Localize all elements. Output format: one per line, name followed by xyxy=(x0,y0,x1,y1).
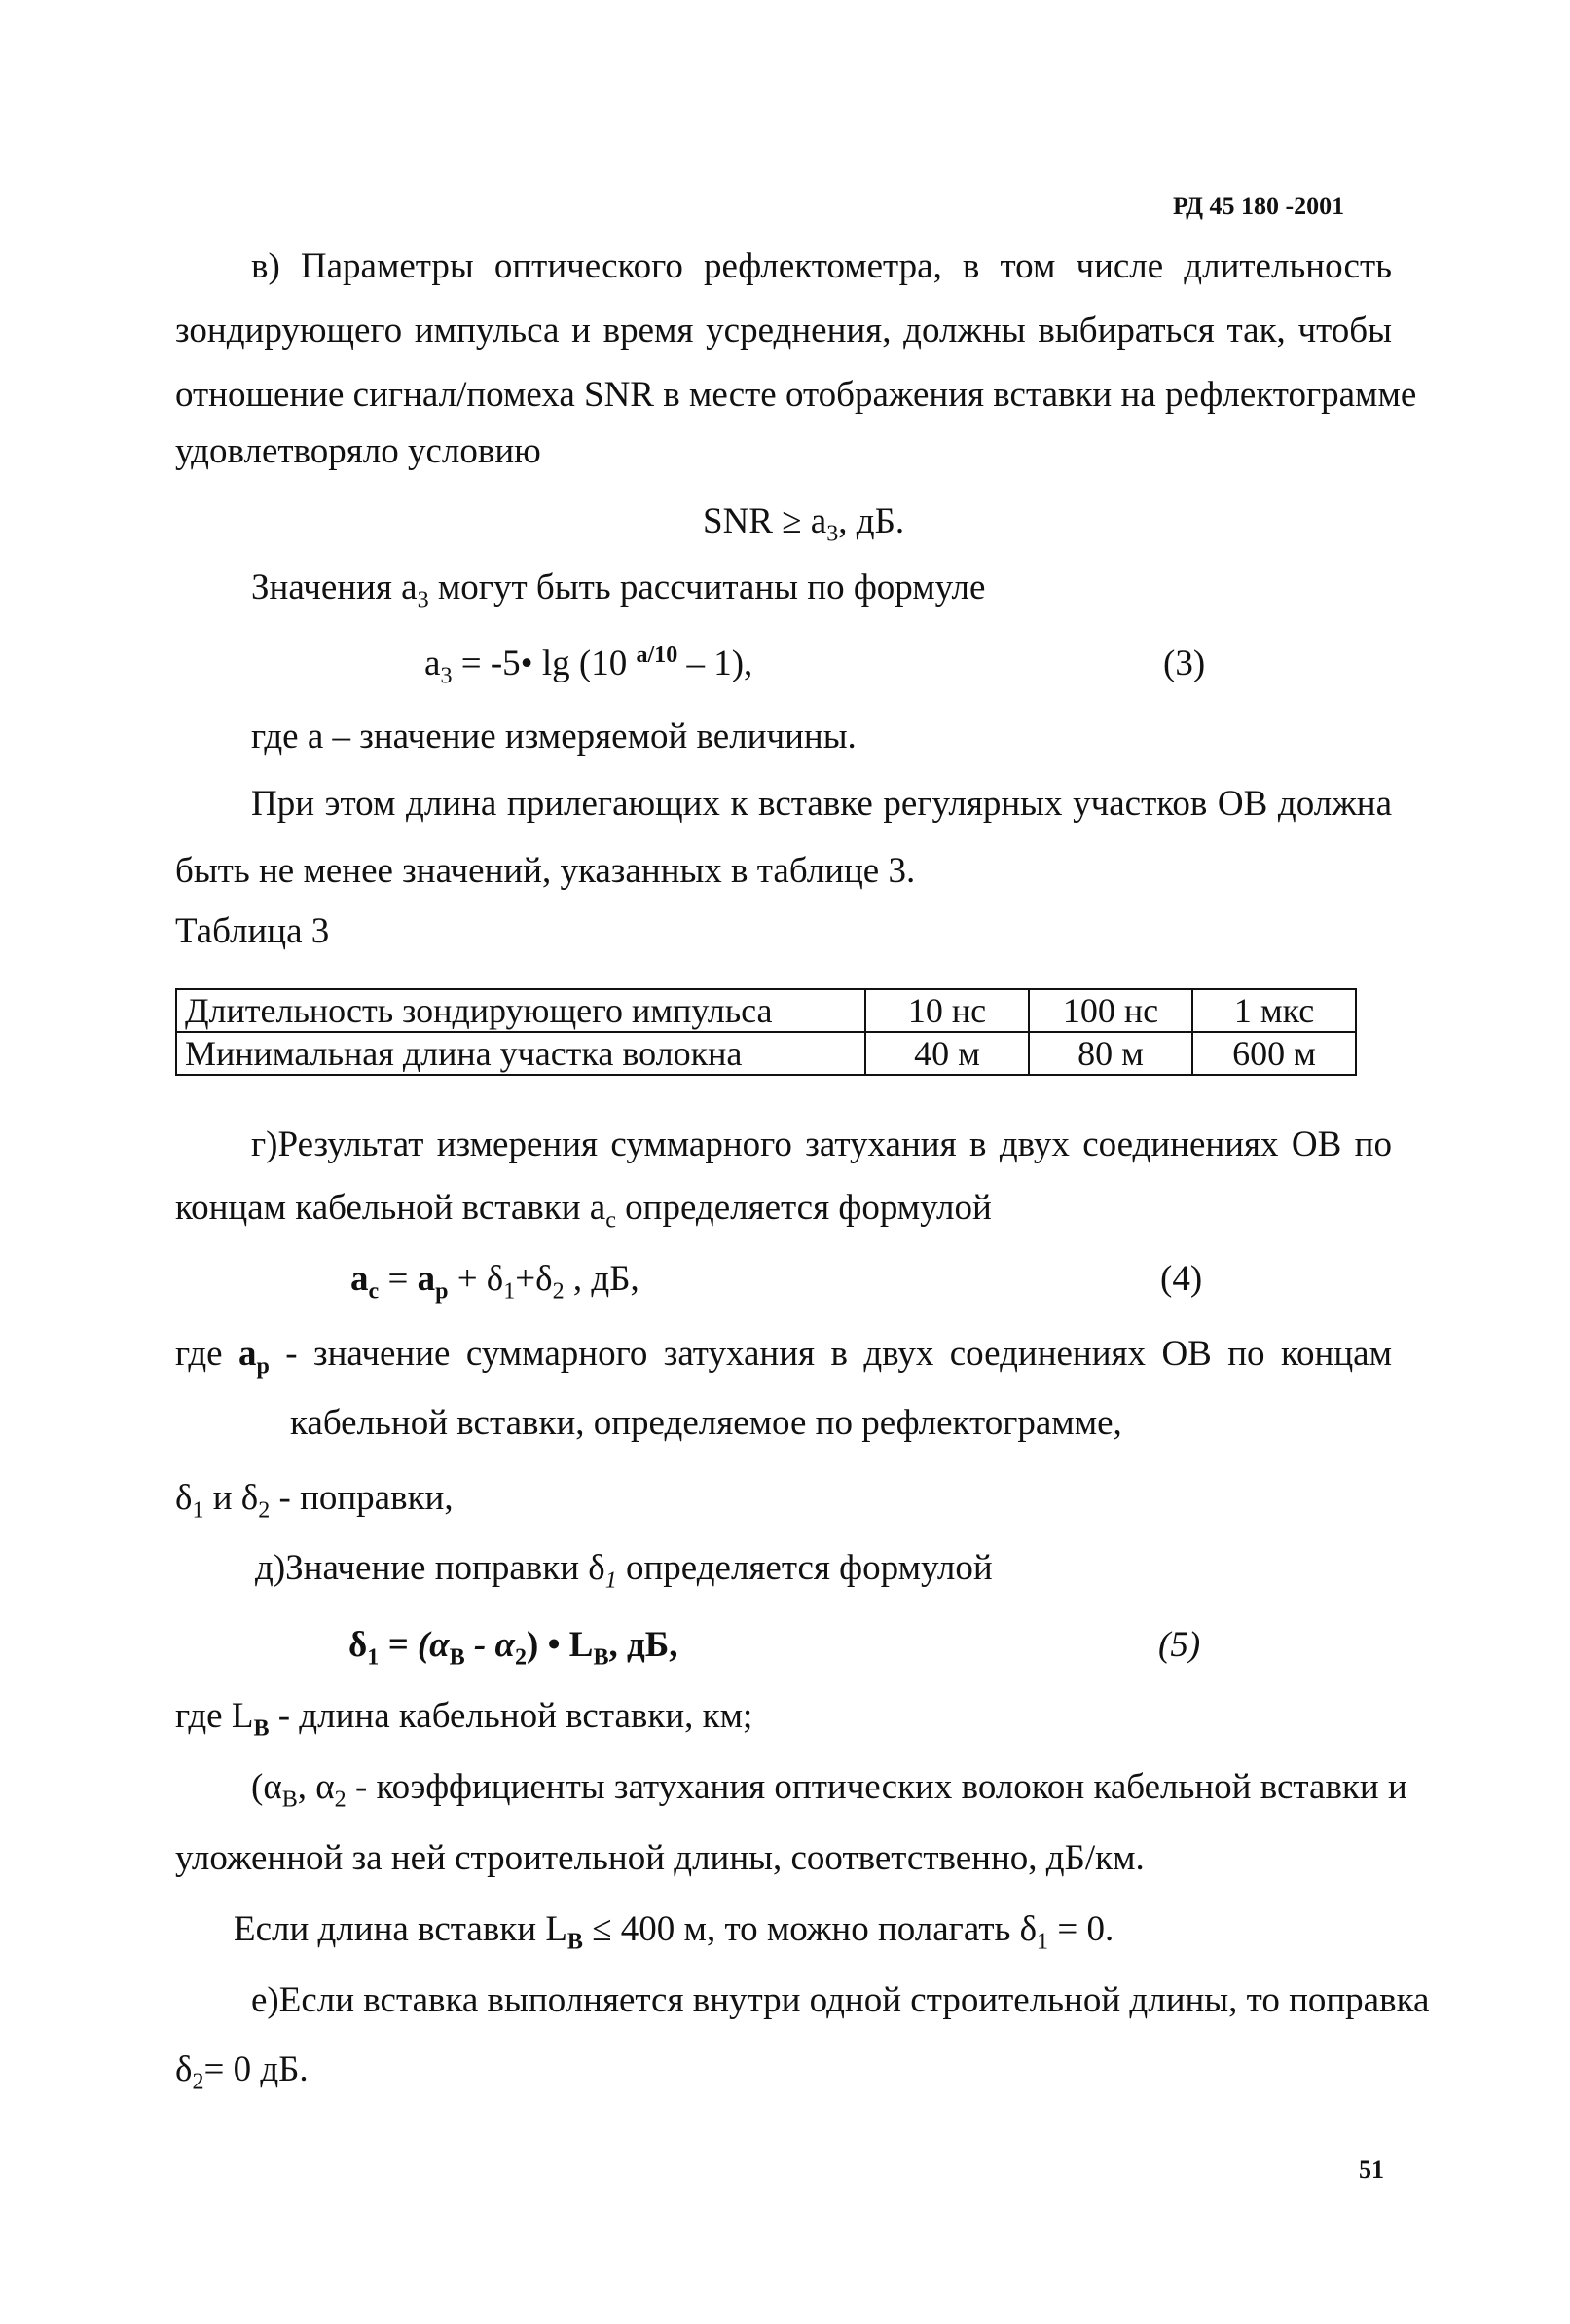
corrections-and: и δ xyxy=(203,1478,259,1518)
formula-4-ap-sub: p xyxy=(435,1278,449,1305)
where-L-definition xyxy=(175,1695,753,1742)
corrections-d1-sub: 1 xyxy=(192,1497,204,1524)
where-ap-symbol: a xyxy=(238,1334,257,1374)
snr-condition-left: SNR ≥ a xyxy=(703,501,827,541)
formula-5 xyxy=(348,1624,678,1671)
formula-5-tail: , дБ, xyxy=(608,1625,678,1665)
where-L-before: где L xyxy=(175,1696,254,1736)
where-L-after: - длина кабельной вставки, км; xyxy=(269,1696,753,1736)
values-intro-after: могут быть рассчитаны по формуле xyxy=(428,568,986,608)
paragraph-e-line2 xyxy=(175,2048,309,2095)
values-intro xyxy=(251,567,986,613)
coefficients-alpha-2-sub: 2 xyxy=(334,1787,347,1813)
corrections-d2-sub: 2 xyxy=(258,1497,271,1524)
equation-number-3: (3) xyxy=(1163,644,1206,683)
where-ap-after: - значение суммарного затухания в двух соединениях ОВ по концам xyxy=(269,1334,1392,1374)
table-cell-label: Минимальная длина участка волокна xyxy=(176,1032,865,1075)
formula-4-a: a xyxy=(350,1259,369,1299)
paragraph-g-line2-before: концам кабельной вставки a xyxy=(175,1188,606,1228)
formula-4-a-sub: c xyxy=(368,1278,380,1305)
short-insert-before: Если длина вставки L xyxy=(234,1909,567,1949)
where-ap-line xyxy=(175,1333,1392,1380)
formula-5-aB-sub: B xyxy=(449,1644,465,1671)
paragraph-length xyxy=(175,783,1392,826)
paragraph-v-line: зондирующего импульса и время усреднения, должны выбираться так, чтобы xyxy=(175,311,1392,350)
equation-number-5: (5) xyxy=(1158,1625,1201,1665)
page-number: 51 xyxy=(1359,2156,1384,2184)
where-a-definition: где a – значение измеряемой величины. xyxy=(251,717,857,756)
formula-3-lhs-sub: 3 xyxy=(440,663,453,689)
paragraph-d xyxy=(255,1547,993,1594)
paragraph-g-line2-sub: c xyxy=(605,1207,616,1234)
corrections-after: - поправки, xyxy=(270,1478,454,1518)
table-cell: 10 нс xyxy=(865,989,1029,1032)
table-3 xyxy=(175,988,1357,1076)
paragraph-v-last-line: удовлетворяло условию xyxy=(175,431,541,471)
coefficients-alpha-b-sub: B xyxy=(281,1787,298,1813)
paragraph-d-before: д)Значение поправки δ xyxy=(255,1548,605,1588)
paragraph-d-sub: 1 xyxy=(604,1568,617,1594)
table-cell: 80 м xyxy=(1029,1032,1192,1075)
formula-5-d: δ xyxy=(348,1625,368,1665)
formula-5-d-sub: 1 xyxy=(367,1644,380,1671)
formula-3 xyxy=(424,642,753,689)
paragraph-e-d-sub: 2 xyxy=(192,2069,204,2095)
paragraph-v-line: в) Параметры оптического рефлектометра, в том числе длительность xyxy=(251,246,1392,286)
table-3-caption: Таблица 3 xyxy=(175,911,330,951)
paragraph-v-line: отношение сигнал/помеха SNR в месте отображения вставки на рефлектограмме xyxy=(175,375,1417,415)
paragraph-e-d: δ xyxy=(175,2049,193,2089)
formula-3-tail: – 1), xyxy=(677,644,753,683)
snr-condition xyxy=(703,500,905,547)
coefficients-line xyxy=(175,1766,1407,1813)
table-row xyxy=(176,989,1356,1032)
formula-4-plus2: +δ xyxy=(515,1259,553,1299)
table-cell: 40 м xyxy=(865,1032,1029,1075)
paragraph-v xyxy=(175,235,1417,427)
coefficients-line2: уложенной за ней строительной длины, соответственно, дБ/км. xyxy=(175,1838,1145,1878)
corrections-line xyxy=(175,1477,454,1524)
snr-condition-right: , дБ. xyxy=(838,501,905,541)
paragraph-g-line2 xyxy=(175,1187,992,1234)
formula-4-d2-sub: 2 xyxy=(552,1278,565,1305)
where-ap-before: где xyxy=(175,1334,238,1374)
equation-number-4: (4) xyxy=(1160,1259,1203,1299)
paragraph-e-line: е)Если вставка выполняется внутри одной строительной длины, то поправка xyxy=(251,1980,1430,2020)
formula-5-mid: = (α xyxy=(379,1625,450,1665)
where-ap-definition xyxy=(175,1333,1392,1380)
coefficients-text: - коэффициенты затухания оптических волокон кабельной вставки и xyxy=(346,1767,1407,1807)
formula-4-tail: , дБ, xyxy=(564,1259,639,1299)
short-insert-condition xyxy=(234,1908,1114,1955)
formula-3-exponent: a/10 xyxy=(636,642,678,668)
coefficients-alpha-2: , α xyxy=(297,1767,335,1807)
formula-3-lhs: a xyxy=(424,644,441,683)
paragraph-length-line: При этом длина прилегающих к вставке регулярных участков ОВ должна xyxy=(251,784,1392,824)
formula-5-minus: - α xyxy=(464,1625,515,1665)
table-cell: 600 м xyxy=(1192,1032,1356,1075)
table-cell: 1 мкс xyxy=(1192,989,1356,1032)
short-insert-d-sub: 1 xyxy=(1037,1929,1049,1955)
where-ap-symbol-sub: p xyxy=(256,1353,270,1380)
short-insert-sub: B xyxy=(566,1929,583,1955)
snr-condition-sub: 3 xyxy=(826,521,839,547)
formula-4-plus1: + δ xyxy=(448,1259,504,1299)
table-cell-label: Длительность зондирующего импульса xyxy=(176,989,865,1032)
paragraph-g-line: г)Результат измерения суммарного затухания в двух соединениях ОВ по xyxy=(251,1125,1392,1164)
paragraph-e xyxy=(175,1979,1430,2022)
values-intro-before: Значения a xyxy=(251,568,418,608)
corrections-d1: δ xyxy=(175,1478,193,1518)
formula-4-eq: = xyxy=(379,1259,418,1299)
coefficients-alpha-b: (α xyxy=(251,1767,282,1807)
formula-5-times: ) • L xyxy=(527,1625,594,1665)
coefficients-definition xyxy=(175,1766,1407,1813)
formula-5-a2-sub: 2 xyxy=(514,1644,527,1671)
paragraph-g-line2-after: определяется формулой xyxy=(615,1188,992,1228)
table-cell: 100 нс xyxy=(1029,989,1192,1032)
document-code-header: РД 45 180 -2001 xyxy=(1173,192,1345,220)
paragraph-d-after: определяется формулой xyxy=(616,1548,993,1588)
short-insert-mid: ≤ 400 м, то можно полагать δ xyxy=(582,1909,1038,1949)
values-intro-sub: 3 xyxy=(417,587,429,613)
formula-3-mid: = -5• lg (10 xyxy=(452,644,637,683)
formula-4 xyxy=(350,1258,639,1305)
paragraph-length-last-line: быть не менее значений, указанных в таблице 3. xyxy=(175,851,916,891)
table-row xyxy=(176,1032,1356,1075)
paragraph-g xyxy=(175,1124,1392,1166)
formula-4-d1-sub: 1 xyxy=(503,1278,516,1305)
formula-4-ap: a xyxy=(417,1259,436,1299)
paragraph-e-after: = 0 дБ. xyxy=(203,2049,309,2089)
where-ap-line2: кабельной вставки, определяемое по рефлектограмме, xyxy=(290,1403,1122,1443)
formula-5-L-sub: B xyxy=(593,1644,609,1671)
short-insert-after: = 0. xyxy=(1048,1909,1114,1949)
where-L-sub: B xyxy=(253,1715,270,1742)
